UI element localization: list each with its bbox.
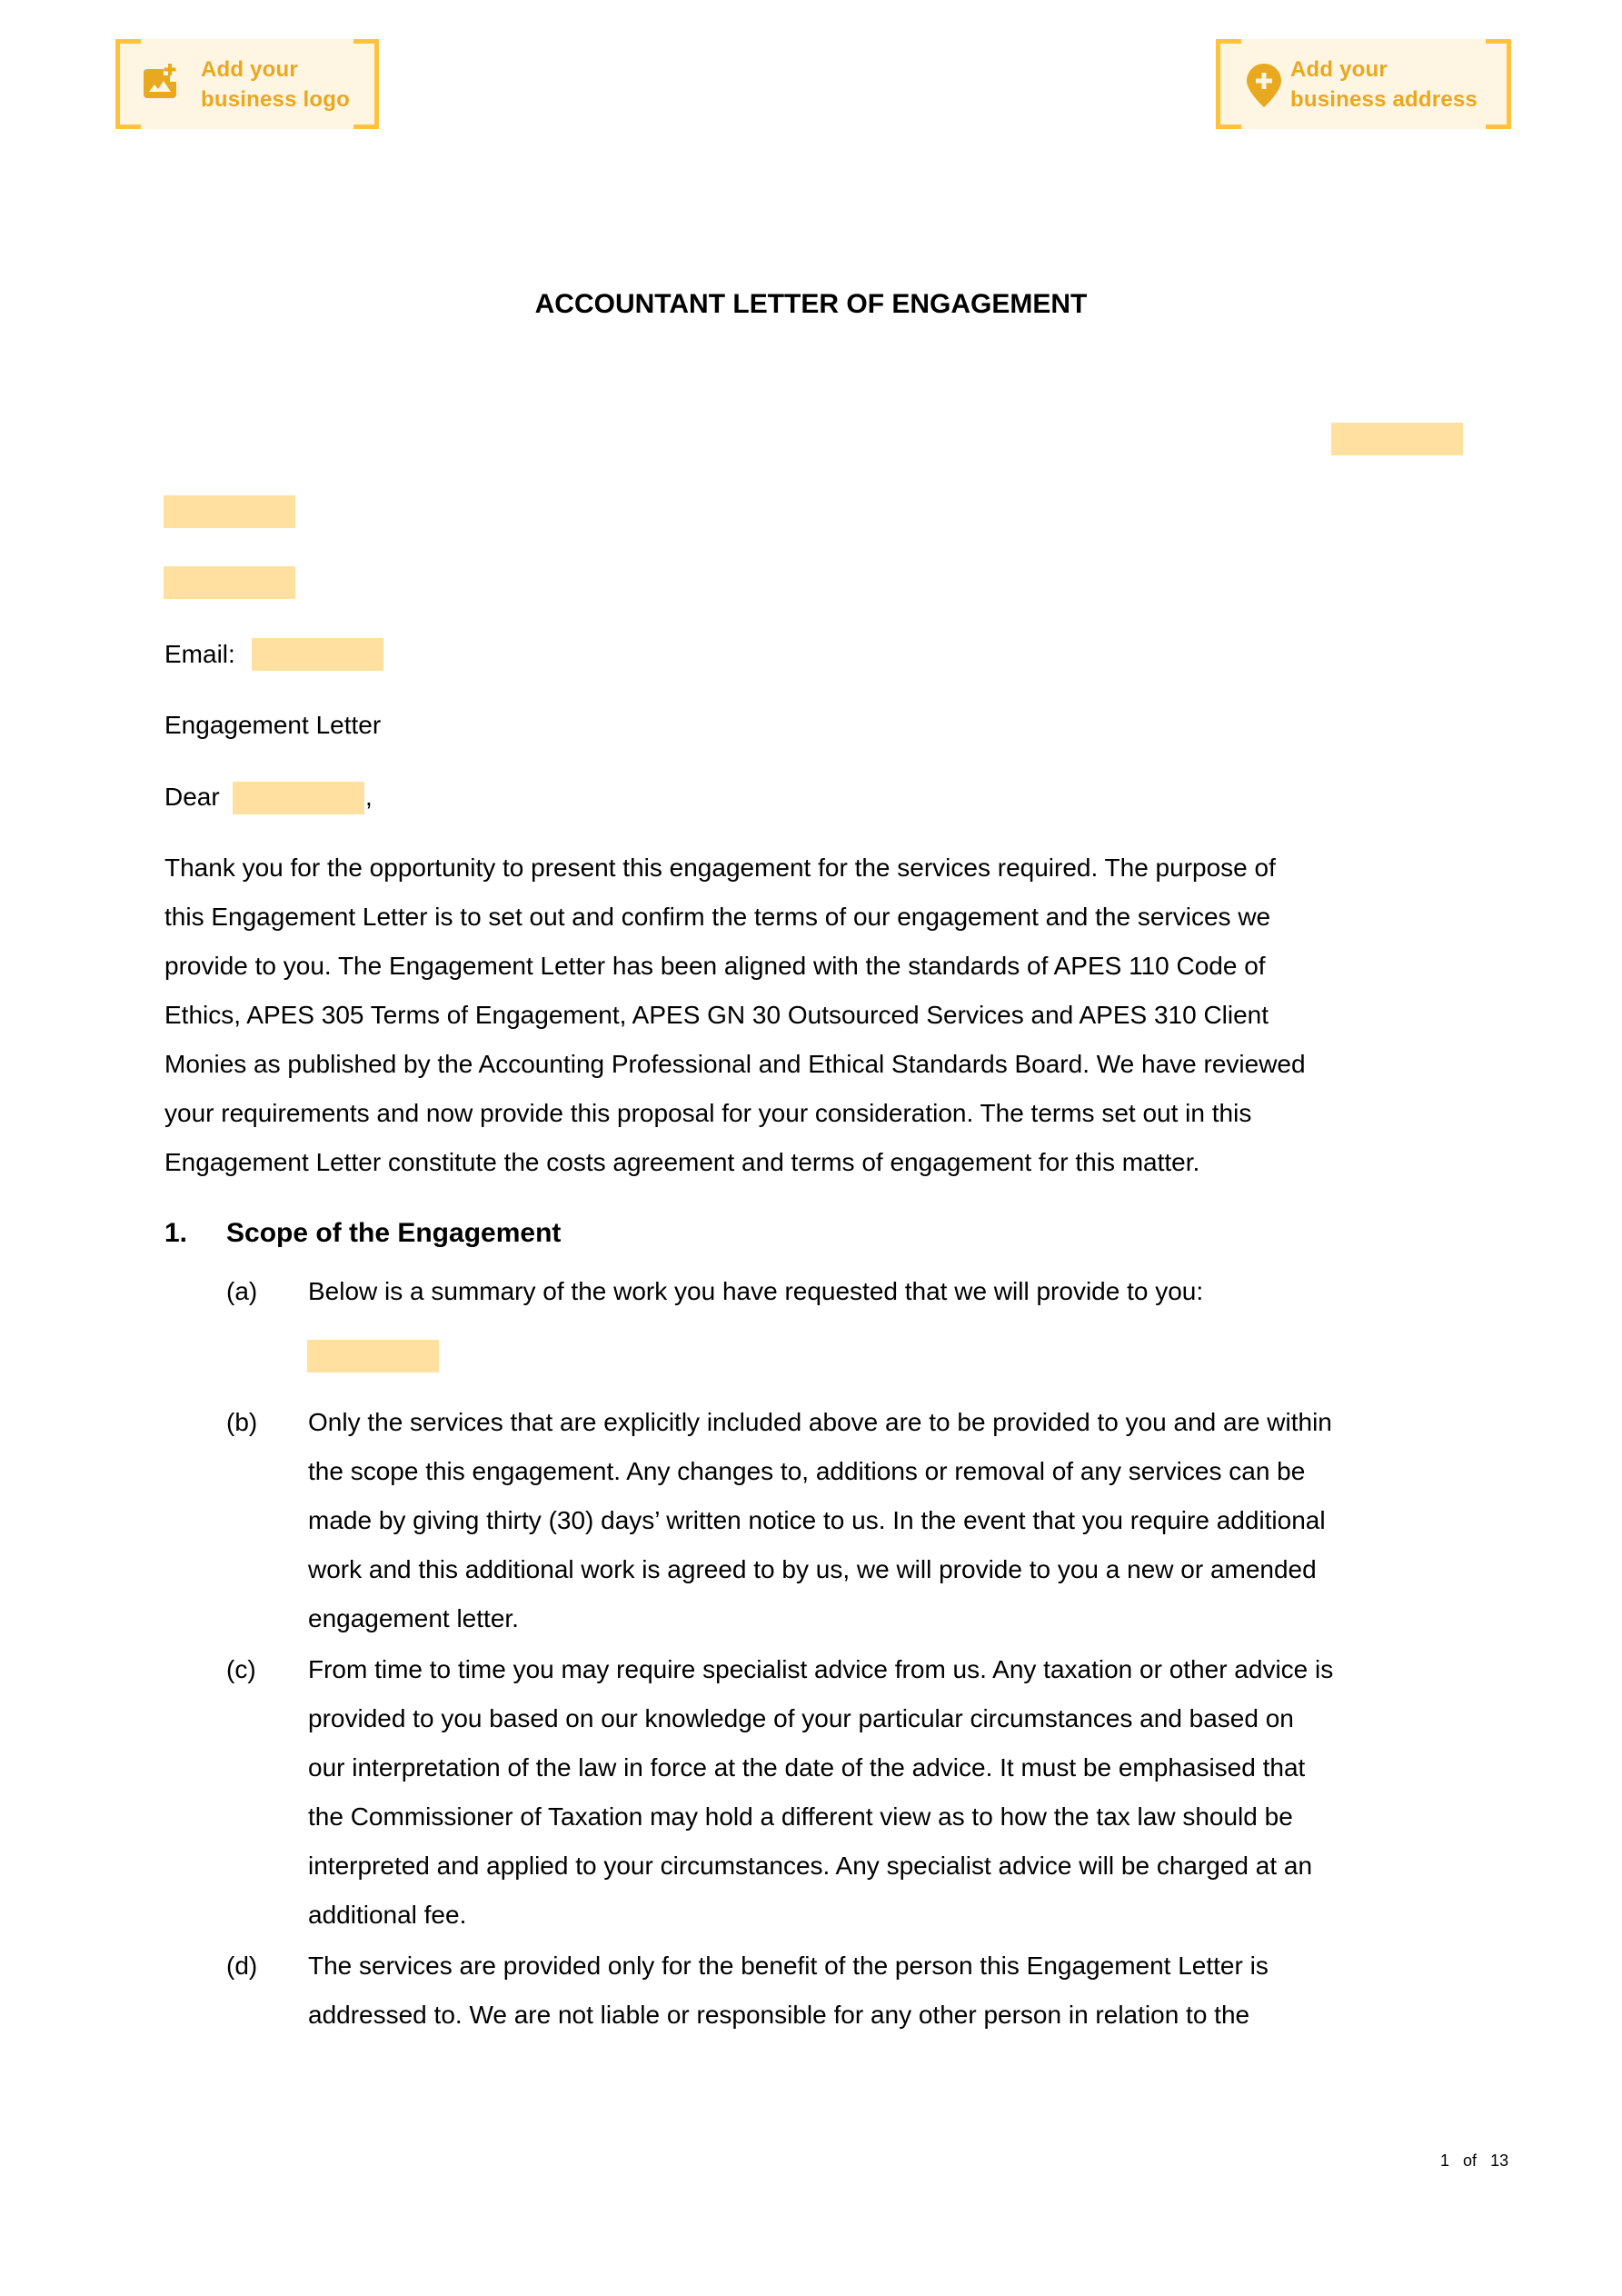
- clause-line: provided to you based on our knowledge of your particular circumstances and based on: [308, 1704, 1294, 1732]
- document-title: ACCOUNTANT LETTER OF ENGAGEMENT: [534, 289, 1088, 319]
- salutation-comma: ,: [365, 783, 373, 811]
- page-current: 1: [1440, 2151, 1450, 2170]
- clause-line: the scope this engagement. Any changes to, additions or removal of any services can be: [308, 1457, 1306, 1485]
- recipient-name-field[interactable]: [164, 495, 295, 528]
- location-pin-add-icon: [1247, 64, 1281, 107]
- recipient-address-field[interactable]: [164, 566, 295, 599]
- address-placeholder-line2: business address: [1290, 87, 1478, 112]
- bracket-right: [1486, 39, 1511, 129]
- clause-line: engagement letter.: [308, 1604, 519, 1632]
- page-number: [1440, 2151, 1508, 2171]
- image-add-icon: [144, 64, 178, 100]
- services-summary-field[interactable]: [307, 1340, 439, 1373]
- clause-line: From time to time you may require specialist advice from us. Any taxation or other advice is: [308, 1655, 1334, 1683]
- clause-line: interpreted and applied to your circumstances. Any specialist advice will be charged at an: [308, 1852, 1313, 1880]
- bracket-left: [1216, 39, 1241, 129]
- clause-marker: (a): [226, 1277, 258, 1305]
- clause-line: work and this additional work is agreed to by us, we will provide to you a new or amended: [308, 1555, 1317, 1583]
- email-field[interactable]: [252, 638, 383, 671]
- clause-marker: (b): [226, 1408, 258, 1436]
- bracket-right: [353, 39, 379, 129]
- logo-placeholder-line2: business logo: [201, 87, 350, 112]
- clause-line: addressed to. We are not liable or responsible for any other person in relation to the: [308, 2001, 1250, 2029]
- paragraph-line: this Engagement Letter is to set out and confirm the terms of our engagement and the services we: [164, 903, 1271, 931]
- bracket-left: [115, 39, 141, 129]
- section-number: 1.: [164, 1218, 188, 1248]
- clause-line: Below is a summary of the work you have requested that we will provide to you:: [308, 1277, 1204, 1305]
- address-placeholder-line1: Add your: [1290, 57, 1388, 82]
- clause-line: additional fee.: [308, 1901, 467, 1929]
- page-of: of: [1463, 2151, 1478, 2170]
- section-title: Scope of the Engagement: [226, 1218, 562, 1248]
- clause-line: made by giving thirty (30) days’ written notice to us. In the event that you require additional: [308, 1506, 1326, 1534]
- paragraph-line: Engagement Letter constitute the costs agreement and terms of engagement for this matter.: [164, 1148, 1200, 1176]
- page-total: 13: [1490, 2151, 1509, 2170]
- paragraph-line: your requirements and now provide this proposal for your consideration. The terms set out in this: [164, 1099, 1252, 1127]
- salutation-name-field[interactable]: [233, 782, 364, 814]
- clause-line: Only the services that are explicitly included above are to be provided to you and are within: [308, 1408, 1332, 1436]
- paragraph-line: provide to you. The Engagement Letter has been aligned with the standards of APES 110 Code of: [164, 952, 1266, 980]
- clause-line: our interpretation of the law in force at the date of the advice. It must be emphasised that: [308, 1753, 1306, 1782]
- date-field[interactable]: [1331, 423, 1463, 455]
- clause-marker: (c): [226, 1655, 256, 1683]
- clause-marker: (d): [226, 1952, 258, 1980]
- add-address-placeholder[interactable]: [1216, 39, 1511, 129]
- subject-line: Engagement Letter: [164, 711, 382, 739]
- salutation-label: Dear: [164, 783, 220, 811]
- paragraph-line: Thank you for the opportunity to present this engagement for the services required. The purpose of: [164, 854, 1276, 882]
- paragraph-line: Monies as published by the Accounting Professional and Ethical Standards Board. We have reviewed: [164, 1050, 1306, 1078]
- email-label: Email:: [164, 640, 235, 668]
- clause-line: The services are provided only for the benefit of the person this Engagement Letter is: [308, 1952, 1269, 1980]
- logo-placeholder-line1: Add your: [201, 57, 298, 82]
- add-logo-placeholder[interactable]: [115, 39, 379, 129]
- intro-paragraph: [164, 844, 1473, 1187]
- paragraph-line: Ethics, APES 305 Terms of Engagement, APES GN 30 Outsourced Services and APES 310 Client: [164, 1001, 1269, 1029]
- clause-line: the Commissioner of Taxation may hold a different view as to how the tax law should be: [308, 1802, 1293, 1831]
